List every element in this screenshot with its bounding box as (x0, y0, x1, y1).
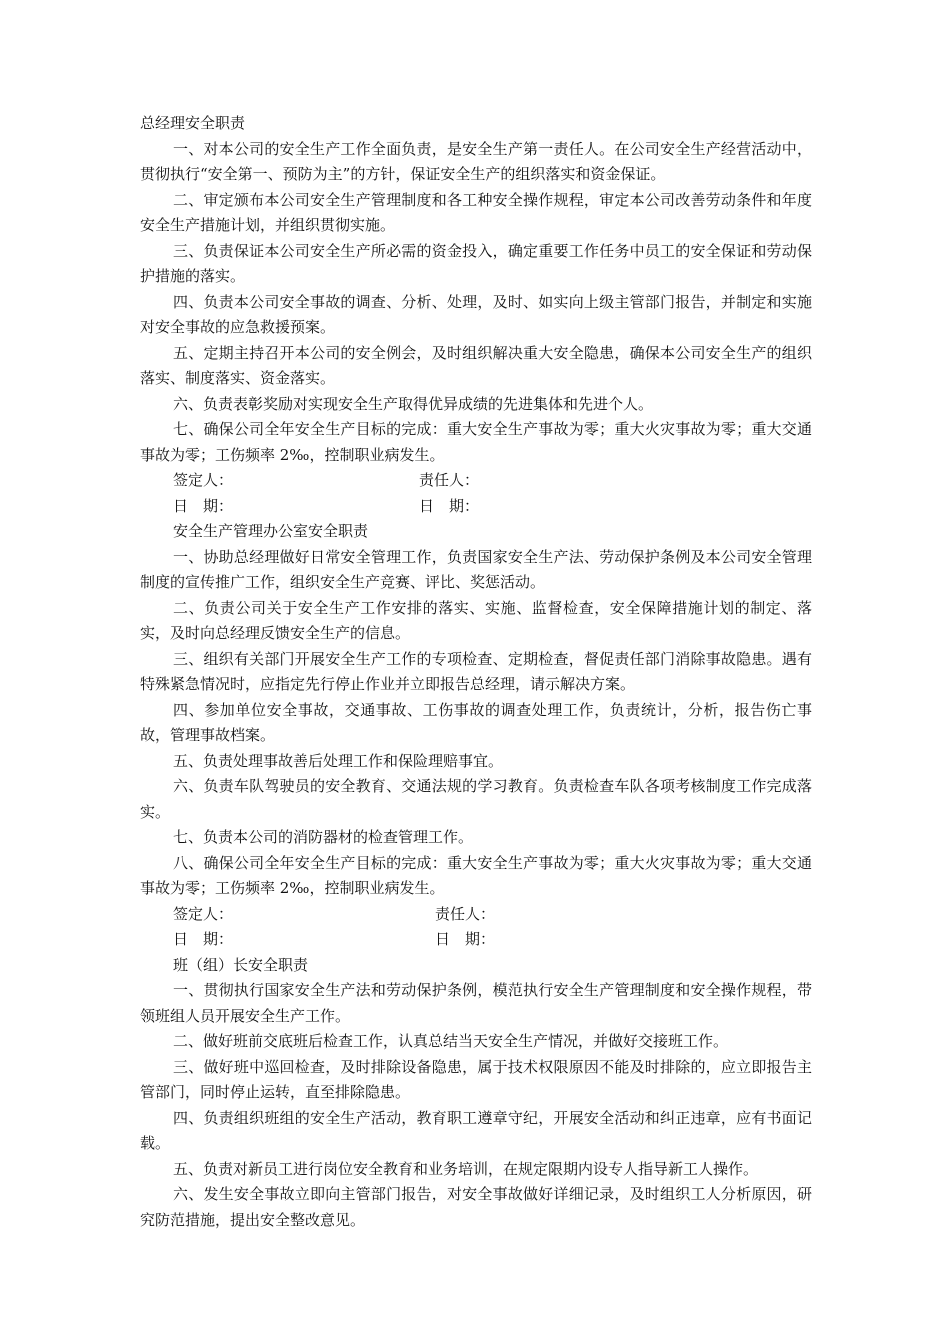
paragraph: 四、负责本公司安全事故的调查、分析、处理，及时、如实向上级主管部门报告，并制定和实施对安全事故的应急救援预案。 (140, 292, 812, 336)
responsible-date-label: 日 期： (435, 930, 496, 948)
signer-label: 签定人： (173, 471, 234, 489)
paragraph: 二、审定颁布本公司安全生产管理制度和各工种安全操作规程，审定本公司改善劳动条件和年度安全生产措施计划，并组织贯彻实施。 (140, 190, 812, 234)
signer-label: 签定人： (173, 904, 234, 923)
paragraph: 六、负责车队驾驶员的安全教育、交通法规的学习教育。负责检查车队各项考核制度工作完成落实。 (140, 777, 812, 821)
paragraph: 五、定期主持召开本公司的安全例会，及时组织解决重大安全隐患，确保本公司安全生产的组织落实、制度落实、资金落实。 (140, 343, 812, 387)
section-title-safety-office: 安全生产管理办公室安全职责 (173, 522, 369, 540)
sign-date-label: 日 期： (173, 930, 234, 948)
paragraph: 六、发生安全事故立即向主管部门报告，对安全事故做好详细记录，及时组织工人分析原因，研究防范措施，提出安全整改意见。 (140, 1185, 812, 1229)
paragraph: 一、贯彻执行国家安全生产法和劳动保护条例，模范执行安全生产管理制度和安全操作规程，带领班组人员开展安全生产工作。 (140, 981, 812, 1025)
paragraph: 一、对本公司的安全生产工作全面负责，是安全生产第一责任人。在公司安全生产经营活动中，贯彻执行“安全第一、预防为主”的方针，保证安全生产的组织落实和资金保证。 (140, 139, 812, 183)
date-row (140, 494, 812, 520)
sign-date-label: 日 期： (173, 496, 234, 515)
signature-row (140, 468, 812, 494)
paragraph: 五、负责对新员工进行岗位安全教育和业务培训，在规定限期内设专人指导新工人操作。 (173, 1159, 759, 1178)
paragraph: 四、负责组织班组的安全生产活动，教育职工遵章守纪，开展安全活动和纠正违章，应有书面记载。 (140, 1108, 812, 1152)
paragraph: 二、做好班前交底班后检查工作，认真总结当天安全生产情况，并做好交接班工作。 (173, 1032, 729, 1050)
paragraph: 二、负责公司关于安全生产工作安排的落实、实施、监督检查，安全保障措施计划的制定、落实，及时向总经理反馈安全生产的信息。 (140, 598, 812, 642)
paragraph: 五、负责处理事故善后处理工作和保险理赔事宜。 (173, 751, 504, 770)
paragraph: 一、协助总经理做好日常安全管理工作，负责国家安全生产法、劳动保护条例及本公司安全管理制度的宣传推广工作，组织安全生产竞赛、评比、奖惩活动。 (140, 547, 812, 591)
signature-row (140, 902, 812, 928)
paragraph: 七、负责本公司的消防器材的检查管理工作。 (173, 828, 474, 846)
date-row (140, 927, 812, 953)
section-title-team-leader: 班（组）长安全职责 (173, 955, 309, 974)
paragraph: 三、做好班中巡回检查，及时排除设备隐患，属于技术权限原因不能及时排除的，应立即报告主管部门，同时停止运转，直至排除隐患。 (140, 1057, 812, 1101)
paragraph: 四、参加单位安全事故，交通事故、工伤事故的调查处理工作，负责统计，分析，报告伤亡事故，管理事故档案。 (140, 700, 812, 744)
responsible-date-label: 日 期： (419, 496, 480, 515)
responsible-label: 责任人： (435, 904, 496, 923)
paragraph: 六、负责表彰奖励对实现安全生产取得优异成绩的先进集体和先进个人。 (173, 394, 654, 413)
paragraph: 七、确保公司全年安全生产目标的完成：重大安全生产事故为零；重大火灾事故为零；重大交通事故为零；工伤频率 2‰，控制职业病发生。 (140, 420, 812, 464)
paragraph: 三、负责保证本公司安全生产所必需的资金投入，确定重要工作任务中员工的安全保证和劳动保护措施的落实。 (140, 241, 812, 285)
section-title-general-manager: 总经理安全职责 (140, 114, 246, 132)
paragraph: 三、组织有关部门开展安全生产工作的专项检查、定期检查，督促责任部门消除事故隐患。遇有特殊紧急情况时，应指定先行停止作业并立即报告总经理，请示解决方案。 (140, 649, 812, 693)
paragraph: 八、确保公司全年安全生产目标的完成：重大安全生产事故为零；重大火灾事故为零；重大交通事故为零；工伤频率 2‰，控制职业病发生。 (140, 853, 812, 897)
document-page (140, 111, 812, 1233)
responsible-label: 责任人： (419, 471, 480, 489)
